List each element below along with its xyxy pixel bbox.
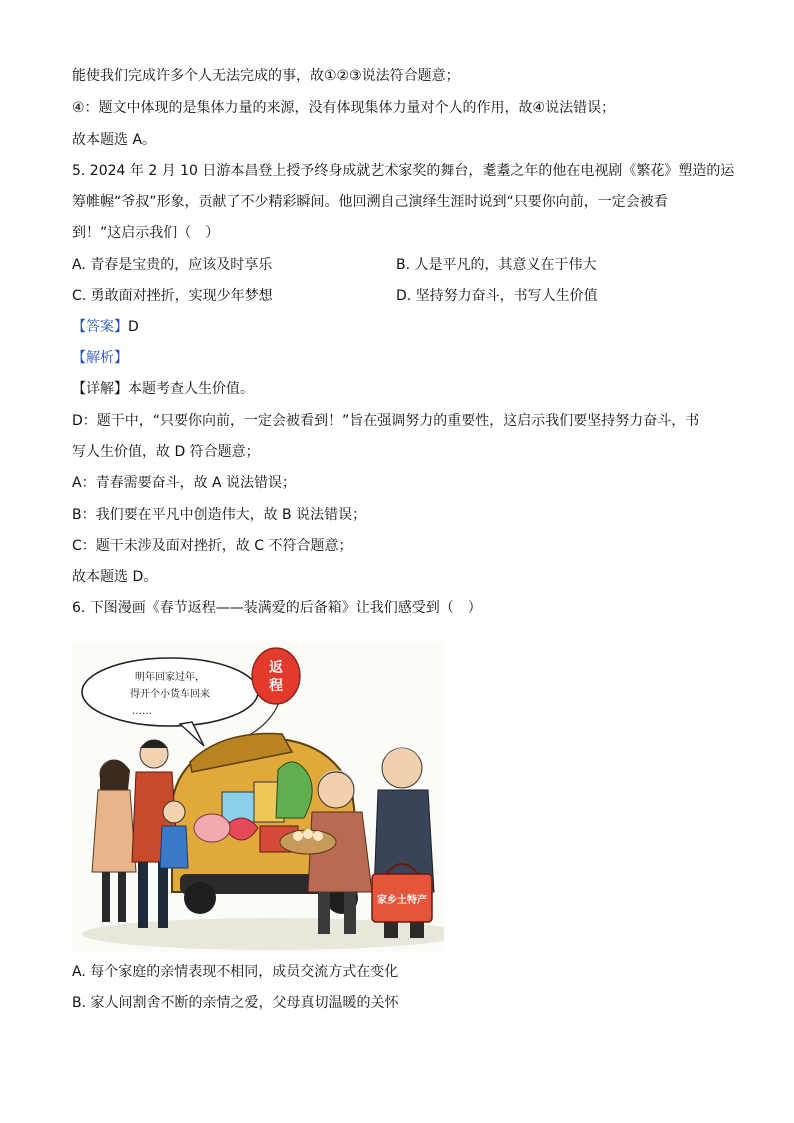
bubble-text-2: 得开个小货车回来: [130, 689, 210, 700]
analysis-label: 【解析】: [72, 350, 128, 366]
option-b: B. 人是平凡的，其意义在于伟大: [396, 257, 597, 273]
question-5-stem: 到！”这启示我们（ ）: [72, 225, 220, 241]
detail-label: 【详解】: [72, 381, 128, 397]
option-a: A. 青春是宝贵的，应该及时享乐: [72, 257, 273, 273]
explanation-line: C：题干未涉及面对挫折，故 C 不符合题意；: [72, 538, 353, 554]
detail-text: 本题考查人生价值。: [128, 381, 254, 397]
speech-bubble: [82, 658, 258, 746]
analysis-line: [72, 348, 128, 368]
answer-line: [72, 317, 139, 337]
explanation-line: 写人生价值，故 D 符合题意；: [72, 444, 260, 460]
option-c: C. 勇敢面对挫折，实现少年梦想: [72, 288, 273, 304]
question-6-option-b: B. 家人间割舍不断的亲情之爱，父母真切温暖的关怀: [72, 995, 399, 1011]
question-6-stem: 6. 下图漫画《春节返程——装满爱的后备箱》让我们感受到（ ）: [72, 600, 482, 616]
text-line: 能使我们完成许多个人无法完成的事，故①②③说法符合题意；: [72, 68, 460, 84]
comic-illustration: [72, 642, 444, 952]
question-5-stem: 筹帷幄“爷叔”形象，贡献了不少精彩瞬间。他回溯自己演绎生涯时说到“只要你向前，一定会被看: [72, 194, 668, 210]
explanation-line: B：我们要在平凡中创造伟大，故 B 说法错误；: [72, 507, 367, 523]
detail-line: [72, 379, 254, 399]
bubble-text-1: 明年回家过年，: [135, 672, 205, 683]
bubble-text-3: ……: [132, 706, 152, 717]
text-line: 故本题选 A。: [72, 132, 157, 148]
explanation-line: A：青春需要奋斗，故 A 说法错误；: [72, 475, 297, 491]
bag-text: 家乡土特产: [377, 895, 427, 906]
answer-label: 【答案】: [72, 319, 128, 335]
explanation-line: 故本题选 D。: [72, 569, 158, 585]
question-5-stem: 5. 2024 年 2 月 10 日游本昌登上授予终身成就艺术家奖的舞台，耄耋之年的他在电视剧《繁花》塑造的运: [72, 163, 735, 179]
option-d: D. 坚持努力奋斗，书写人生价值: [396, 288, 598, 304]
explanation-line: D：题干中，“只要你向前，一定会被看到！”旨在强调努力的重要性，这启示我们要坚持努力奋斗，书: [72, 413, 700, 429]
balloon-char-2: 程: [269, 678, 283, 694]
answer-value: D: [128, 319, 139, 335]
question-6-option-a: A. 每个家庭的亲情表现不相同，成员交流方式在变化: [72, 964, 399, 980]
balloon-char-1: 返: [269, 660, 283, 676]
text-line: ④：题文中体现的是集体力量的来源，没有体现集体力量对个人的作用，故④说法错误；: [72, 100, 616, 116]
woman-figure: [92, 760, 136, 922]
child-figure: [160, 801, 188, 868]
